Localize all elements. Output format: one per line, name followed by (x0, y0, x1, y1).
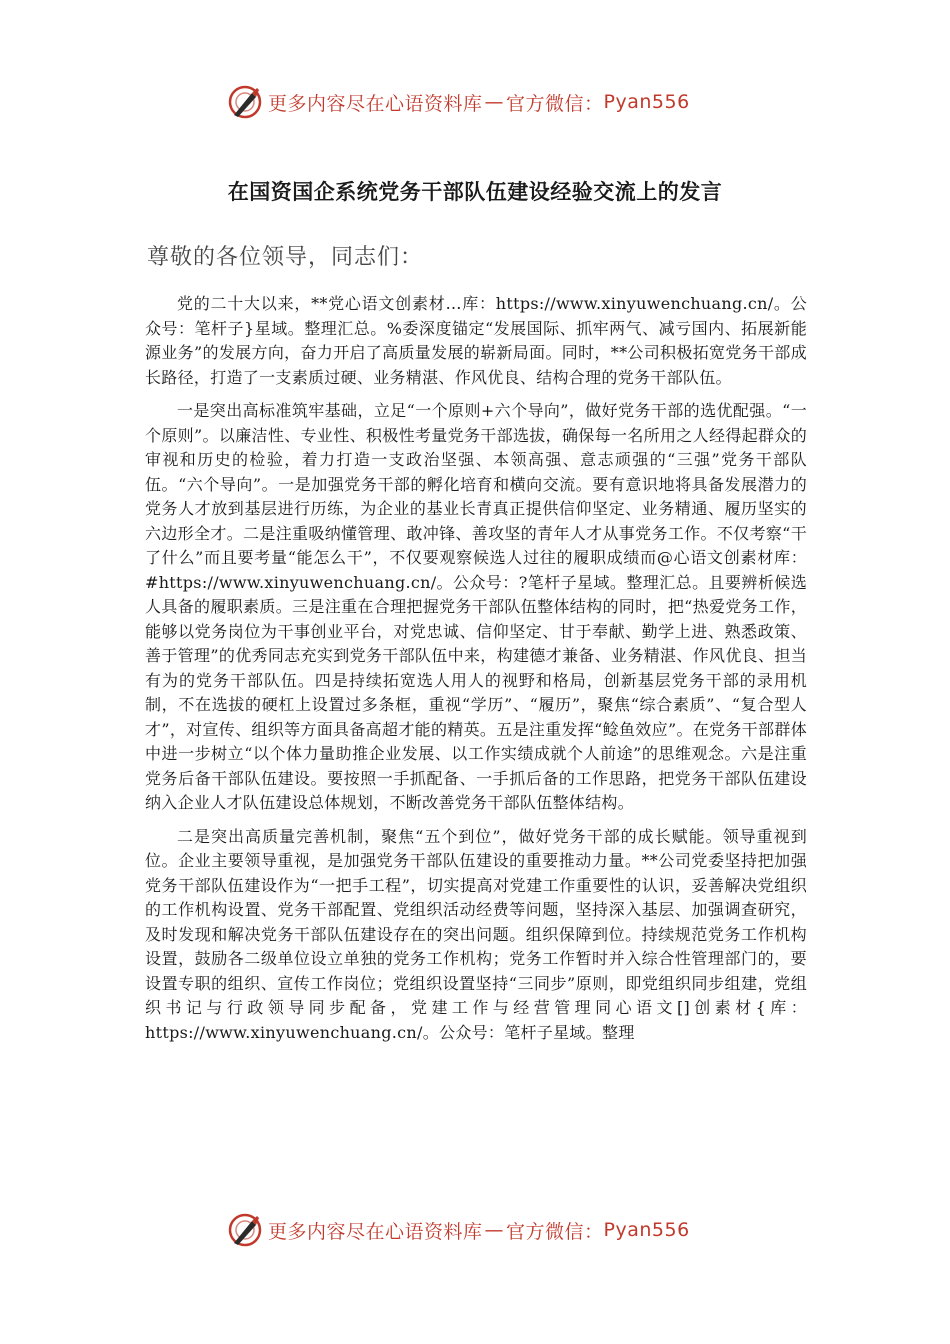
banner-separator: — (484, 1219, 505, 1241)
document-title: 在国资国企系统党务干部队伍建设经验交流上的发言 (227, 180, 723, 204)
paragraph-point-one: 一是突出高标准筑牢基础，立足“一个原则+六个导向”，做好党务干部的选优配强。“一个原则”。以廉洁性、专业性、积极性考量党务干部选拔，确保每一名所用之人经得起群众的审视和历史的检验，着力打造一支政治坚强、本领高强、意志顽强的“三强”党务干部队伍。“六个导向”。一是加强党务干部的孵化培育和横向交流。要有意识地将具备发展潜力的党务人才放到基层进行历练，为企业的基业长青真正提供信仰坚定、业务精通、履历坚实的六边形全才。二是注重吸纳懂管理、敢冲锋、善攻坚的青年人才从事党务工作。不仅考察“干了什么”而且要考量“能怎么干”，不仅要观察候选人过往的履职成绩而@心语文创素材库：#https://www.xinyuwenchuang.cn/。公众号：?笔杆子星域。整理汇总。且要辨析候选人具备的履职素质。三是注重在合理把握党务干部队伍整体结构的同时，把“热爱党务工作，能够以党务岗位为干事创业平台，对党忠诚、信仰坚定、甘于奉献、勤学上进、熟悉政策、善于管理”的优秀同志充实到党务干部队伍中来，构建德才兼备、业务精湛、作风优良、担当有为的党务干部队伍。四是持续拓宽选人用人的视野和格局，创新基层党务干部的录用机制，不在选拔的硬杠上设置过多条框，重视“学历”、“履历”，聚焦“综合素质”、“复合型人才”，对宣传、组织等方面具备高超才能的精英。五是注重发挥“鲶鱼效应”。在党务干部群体中进一步树立“以个体力量助推企业发展、以工作实绩成就个人前途”的思维观念。六是注重党务后备干部队伍建设。要按照一手抓配备、一手抓后备的工作思路，把党务干部队伍建设纳入企业人才队伍建设总体规划，不断改善党务干部队伍整体结构。 (145, 401, 807, 812)
banner-wechat-id: Pyan556 (603, 91, 690, 113)
banner-text: 更多内容尽在心语资料库 (268, 1220, 483, 1243)
header-banner (0, 80, 950, 124)
pen-logo-icon (228, 1213, 262, 1247)
banner-separator: — (484, 91, 505, 113)
paragraph-intro: 党的二十大以来，**党心语文创素材…库：https://www.xinyuwenchuang.cn/。公众号：笔杆子}星域。整理汇总。%委深度锚定“发展国际、抓牢两气、减亏国内、拓展新能源业务”的发展方向，奋力开启了高质量发展的崭新局面。同时，**公司积极拓宽党务干部成长路径，打造了一支素质过硬、业务精湛、作风优良、结构合理的党务干部队伍。 (145, 294, 807, 387)
pen-logo-icon (228, 85, 262, 119)
banner-wechat-label: 官方微信： (506, 92, 604, 115)
paragraph-point-two: 二是突出高质量完善机制，聚焦“五个到位”，做好党务干部的成长赋能。领导重视到位。企业主要领导重视，是加强党务干部队伍建设的重要推动力量。**公司党委坚持把加强党务干部队伍建设作为“一把手工程”，切实提高对党建工作重要性的认识，妥善解决党组织的工作机构设置、党务干部配置、党组织活动经费等问题，坚持深入基层、加强调查研究，及时发现和解决党务干部队伍建设存在的突出问题。组织保障到位。持续规范党务工作机构设置，鼓励各二级单位设立单独的党务工作机构；党务工作暂时并入综合性管理部门的，要设置专职的组织、宣传工作岗位；党组织设置坚持“三同步”原则，即党组织同步组建，党组织书记与行政领导同步配备，党建工作与经营管理同心语文[]创素材{库：https://www.xinyuwenchuang.cn/。公众号：笔杆子星域。整理 (145, 826, 807, 1042)
banner-wechat-id: Pyan556 (603, 1219, 690, 1241)
footer-banner (0, 1208, 950, 1252)
document-body (145, 292, 807, 1042)
salutation: 尊敬的各位领导，同志们： (147, 245, 424, 270)
banner-text: 更多内容尽在心语资料库 (268, 92, 483, 115)
banner-wechat-label: 官方微信： (506, 1220, 604, 1243)
